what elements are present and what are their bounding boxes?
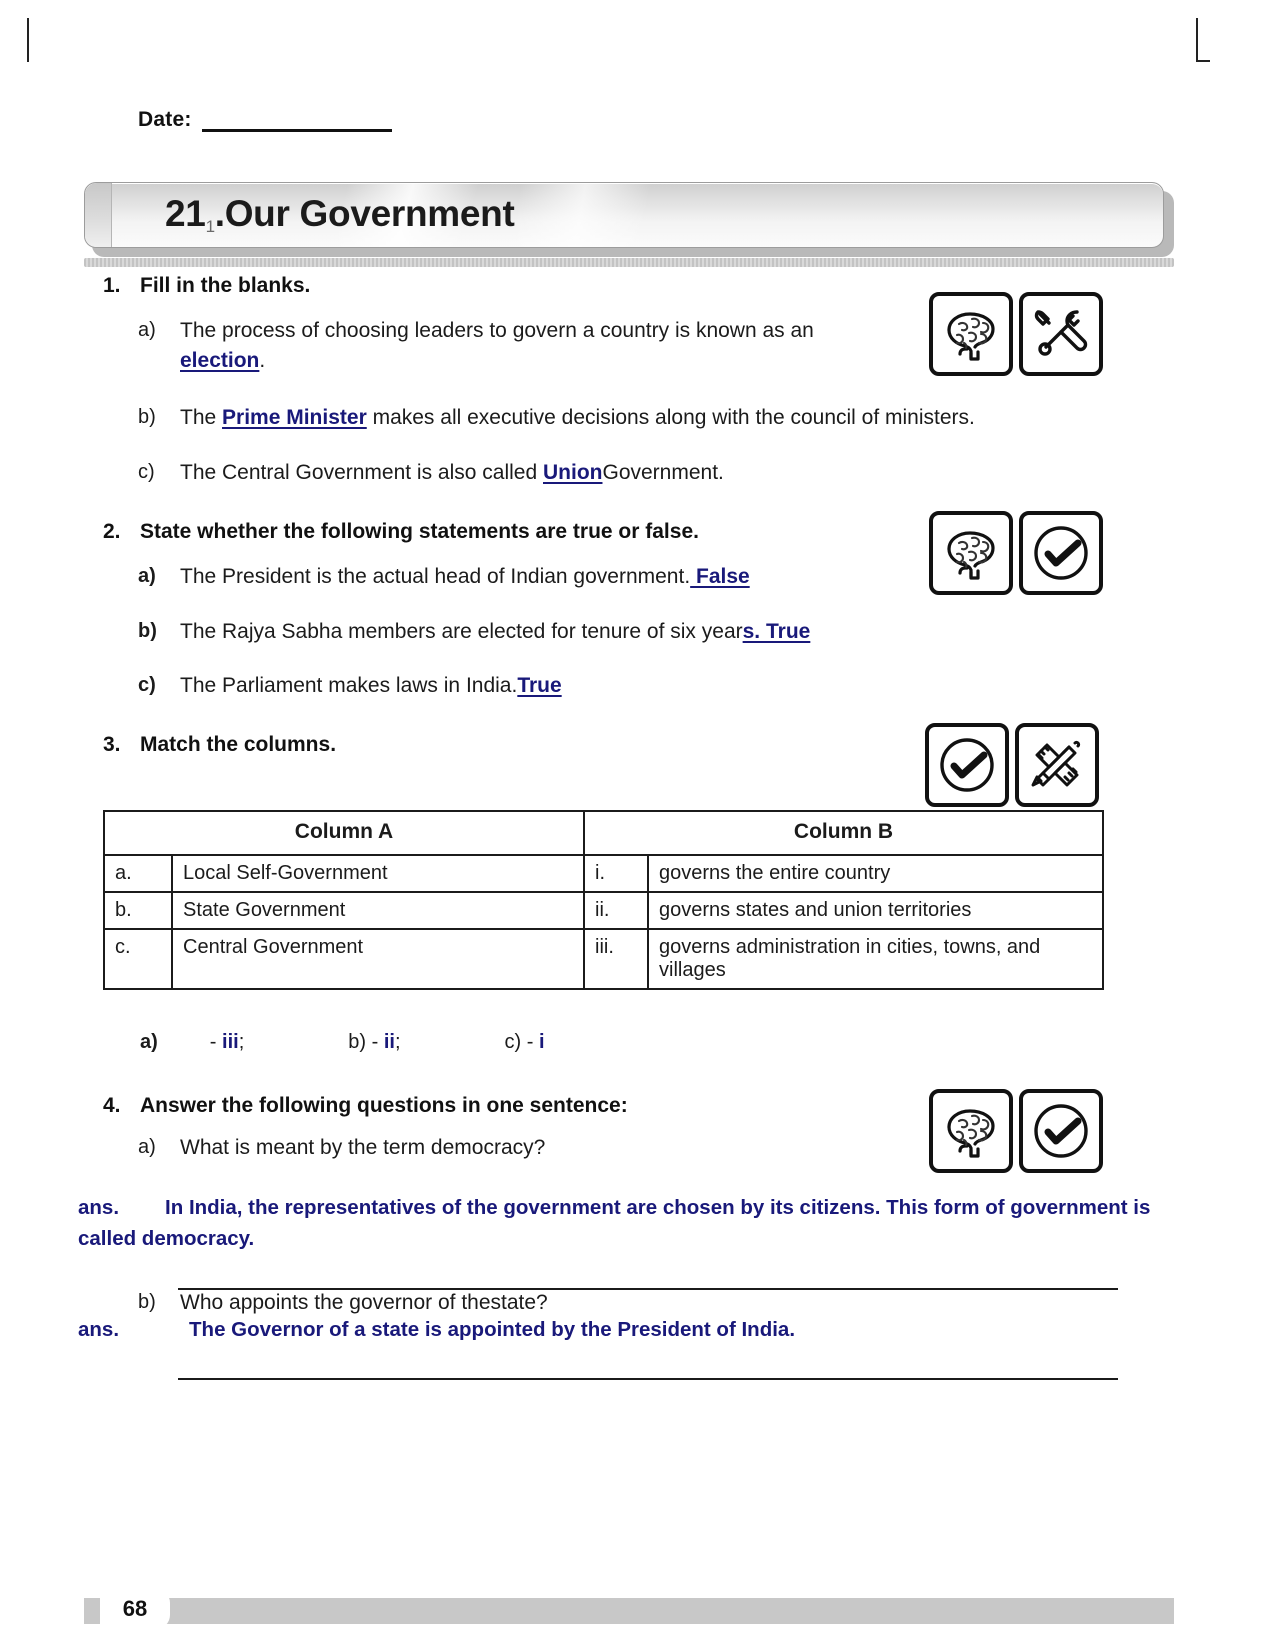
section-2-item-c-answer: True [517, 674, 562, 697]
section-3-number: 3. [103, 733, 121, 756]
row-c-left: Central Government [172, 929, 584, 989]
footer-bar [84, 1598, 1174, 1624]
table-header-row [104, 811, 1103, 855]
match-answer-c-label: c) [504, 1031, 522, 1053]
section-4-answer-b [78, 1318, 795, 1342]
check-circle-icon [1019, 1089, 1103, 1173]
section-2-item-a [138, 562, 980, 592]
page-number-badge [100, 1589, 170, 1629]
row-a-key: a. [104, 855, 172, 892]
section-1-item-c-text-before: The Central Government is also called [180, 461, 543, 484]
section-2-item-a-marker: a) [138, 565, 156, 587]
table-row [104, 892, 1103, 929]
match-answer-a-value: iii [222, 1031, 239, 1053]
section-2-item-b-text-before: The Rajya Sabha members are elected for tenure of six year [180, 620, 743, 643]
section-4-item-b-text: Who appoints the governor of thestate? [180, 1291, 548, 1314]
section-1-item-a-text-before: The process of choosing leaders to govern a country is known as an [180, 319, 814, 342]
section-1-item-b-marker: b) [138, 406, 156, 428]
chapter-title-bar [84, 182, 1164, 248]
section-3-heading: Match the columns. [140, 733, 337, 756]
page-title [165, 193, 515, 237]
section-1-item-b-answer: Prime Minister [222, 406, 367, 429]
section-1-heading: Fill in the blanks. [140, 274, 311, 297]
match-answer-a-dash: - [209, 1031, 223, 1053]
chapter-title-banner [84, 182, 1174, 254]
section-1-item-a [138, 316, 880, 376]
chapter-sub-number: 1 [205, 217, 215, 236]
section-2-item-a-answer: False [690, 565, 750, 588]
section-1-item-b [138, 403, 1100, 433]
row-a-left: Local Self-Government [172, 855, 584, 892]
section-1-item-c-text-after: Government. [602, 461, 724, 484]
section-1-icons [929, 292, 1103, 376]
wrench-screwdriver-icon [1019, 292, 1103, 376]
section-4-answer-b-tag: ans. [78, 1318, 120, 1341]
section-4-heading: Answer the following questions in one sentence: [140, 1094, 628, 1117]
crop-mark-top-left [27, 18, 29, 62]
date-label: Date: [138, 108, 192, 131]
section-2-item-c-marker: c) [138, 674, 156, 696]
section-3-icons [925, 723, 1099, 807]
match-answers-row [140, 1031, 545, 1054]
section-1-item-a-text-after: . [259, 348, 266, 372]
row-c-rkey: iii. [584, 929, 648, 989]
check-circle-icon [1019, 511, 1103, 595]
match-answer-a-tail: ; [238, 1031, 245, 1053]
section-1-item-a-answer: election [180, 348, 260, 372]
section-4-answer-a [78, 1193, 1168, 1255]
column-a-header: Column A [104, 811, 584, 855]
section-1-item-b-text-after: makes all executive decisions along with the council of ministers. [366, 406, 975, 429]
section-1-item-a-marker: a) [138, 319, 156, 341]
section-1-item-b-text-before: The [180, 406, 223, 429]
date-row [138, 108, 392, 132]
section-2-item-b [138, 617, 1040, 647]
row-c-right: governs administration in cities, towns, and villages [648, 929, 1103, 989]
chapter-number: 21 [165, 193, 206, 234]
row-b-left: State Government [172, 892, 584, 929]
section-2-number: 2. [103, 520, 121, 543]
row-c-key: c. [104, 929, 172, 989]
brain-icon [929, 292, 1013, 376]
answer-rule-2[interactable] [178, 1378, 1118, 1380]
row-b-key: b. [104, 892, 172, 929]
section-4-item-a [138, 1133, 880, 1163]
section-2-item-b-answer: s. True [742, 620, 811, 643]
match-columns-table [103, 810, 1104, 990]
section-4-answer-b-text: The Governor of a state is appointed by the President of India. [189, 1318, 796, 1341]
column-b-header: Column B [584, 811, 1103, 855]
brain-icon [929, 1089, 1013, 1173]
table-row [104, 855, 1103, 892]
match-answer-c-dash: - [526, 1031, 539, 1053]
section-1-number: 1. [103, 274, 121, 297]
row-a-rkey: i. [584, 855, 648, 892]
section-2-item-c [138, 671, 980, 701]
table-row [104, 929, 1103, 989]
section-4-answer-a-tag: ans. [78, 1196, 120, 1219]
match-answer-c-value: i [538, 1031, 545, 1053]
match-answer-b-label: b) [348, 1031, 367, 1053]
match-answer-b-dash: - [371, 1031, 384, 1053]
section-2-item-b-marker: b) [138, 620, 157, 642]
section-2-item-c-text-before: The Parliament makes laws in India. [180, 674, 518, 697]
crop-mark-top-right [1196, 18, 1198, 62]
crop-mark-top-right-horizontal [1196, 60, 1210, 62]
pencil-ruler-icon [1015, 723, 1099, 807]
section-4-item-b [138, 1288, 880, 1318]
chapter-title-text: .Our Government [214, 193, 515, 234]
row-b-rkey: ii. [584, 892, 648, 929]
section-4-number: 4. [103, 1094, 121, 1117]
section-1-item-c-marker: c) [138, 461, 155, 483]
chapter-title-cap [85, 183, 112, 247]
date-blank-line[interactable] [202, 109, 392, 132]
chapter-title-underbar [84, 258, 1174, 267]
section-4-icons [929, 1089, 1103, 1173]
check-circle-icon [925, 723, 1009, 807]
section-4-item-b-marker: b) [138, 1291, 156, 1313]
section-2-heading: State whether the following statements are true or false. [140, 520, 699, 543]
match-answer-a-label: a) [140, 1031, 158, 1053]
section-2-item-a-text-before: The President is the actual head of Indian government. [180, 565, 691, 588]
section-4-answer-a-text: In India, the representatives of the government are chosen by its citizens. This form of government is called democracy. [78, 1196, 1151, 1250]
row-a-right: governs the entire country [648, 855, 1103, 892]
row-b-right: governs states and union territories [648, 892, 1103, 929]
section-4-item-a-text: What is meant by the term democracy? [180, 1136, 546, 1159]
match-answer-b-value: ii [383, 1031, 395, 1053]
section-1-item-c [138, 458, 1100, 488]
section-1-item-c-answer: Union [543, 461, 603, 484]
match-answer-b-tail: ; [394, 1031, 401, 1053]
section-4-item-a-marker: a) [138, 1136, 156, 1158]
page-number: 68 [122, 1596, 148, 1621]
